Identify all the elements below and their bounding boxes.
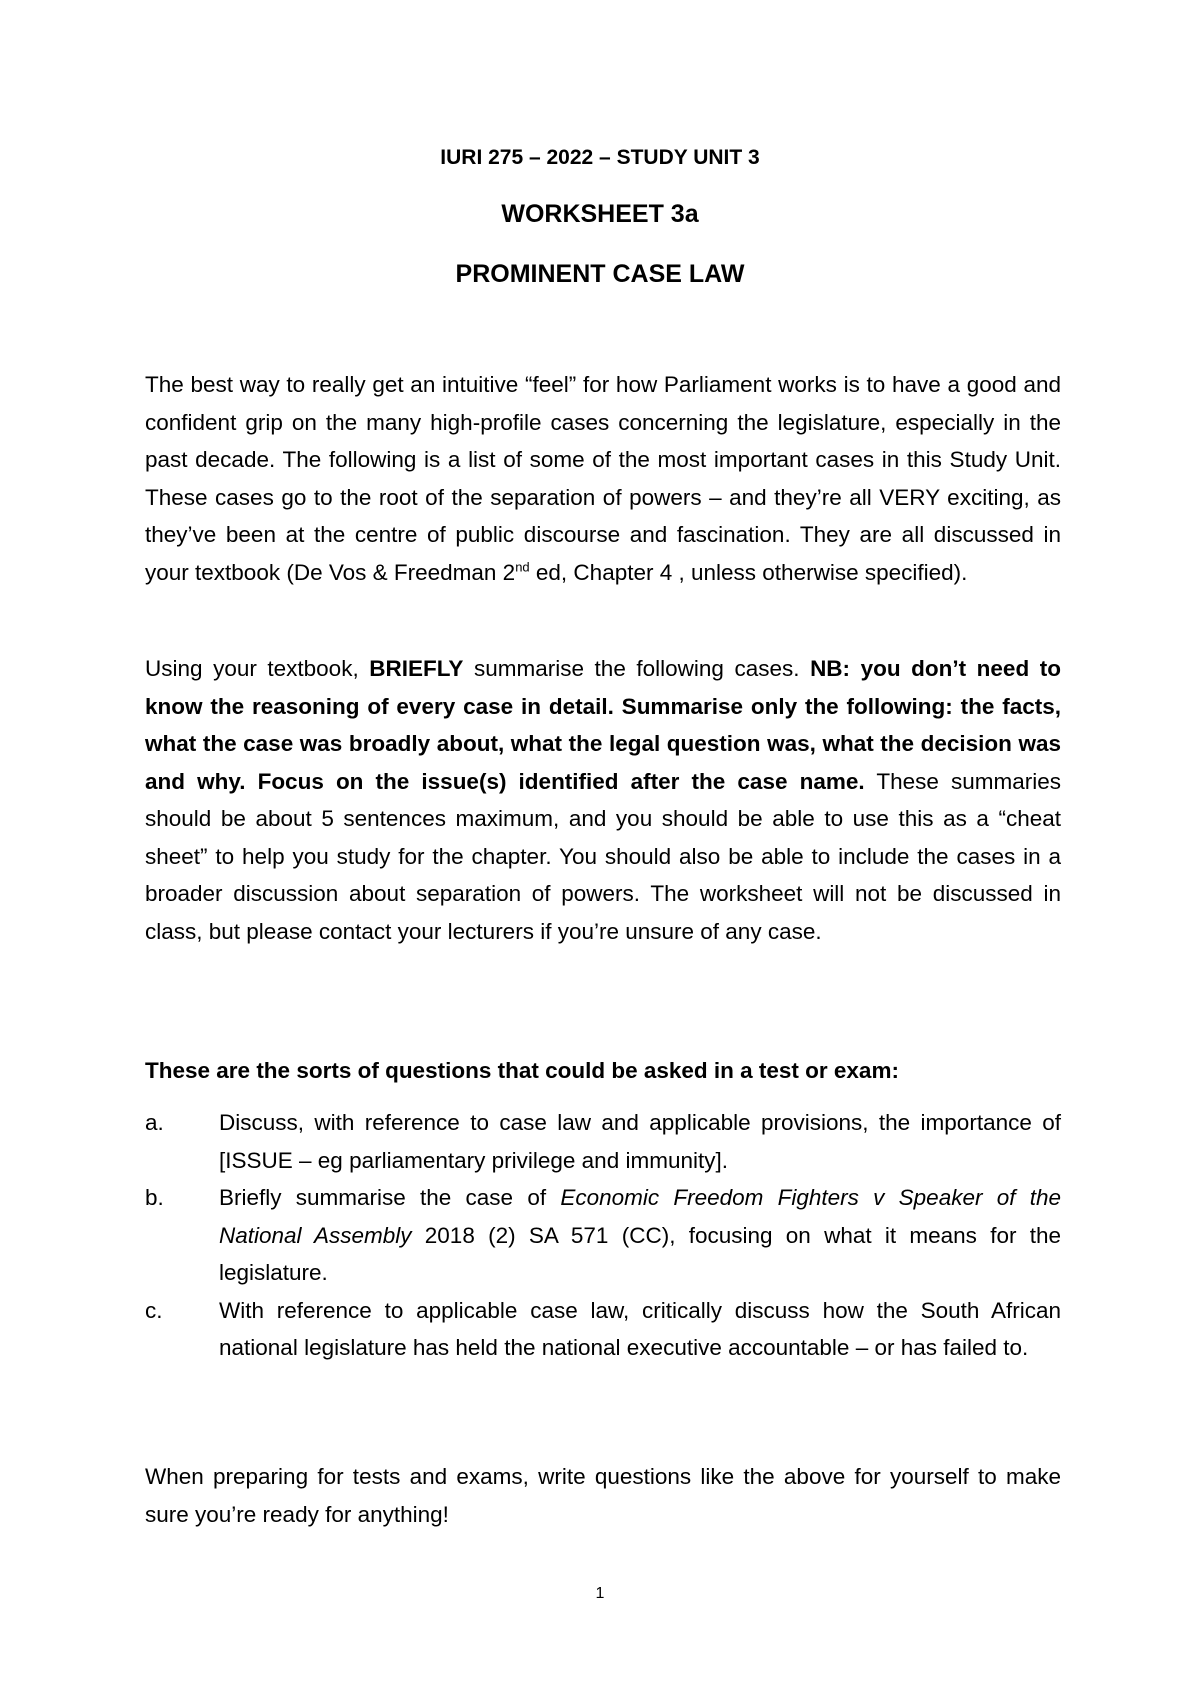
question-b-text-post: 2018 (2) SA 571 (CC), focusing on what it means for the legislature. (219, 1222, 1061, 1285)
worksheet-title: WORKSHEET 3a (501, 200, 699, 228)
question-c-text: With reference to applicable case law, critically discuss how the South African national legislature has held the national executive accountable – or has failed to. (219, 1297, 1061, 1360)
list-marker: a. (145, 1110, 164, 1135)
questions-heading: These are the sorts of questions that could be asked in a test or exam: (145, 1058, 899, 1083)
intro-paragraph (145, 366, 1061, 591)
case-name: Economic Freedom Fighters v Speaker of the National Assembly (219, 1185, 1061, 1248)
intro-text-2: ed, Chapter 4 , unless otherwise specified). (529, 559, 968, 585)
list-item (145, 1104, 1061, 1179)
list-marker: b. (145, 1185, 164, 1210)
question-b-text-pre: Briefly summarise the case of (219, 1185, 561, 1210)
question-list (145, 1104, 1061, 1367)
instructions-paragraph (145, 650, 1061, 950)
instructions-text-1: Using your textbook, (145, 656, 370, 681)
intro-text-1: The best way to really get an intuitive “feel” for how Parliament works is to have a good and confident grip on the many high-profile cases concerning the legislature, especially in the past decade. The following is a list of some of the most important cases in this Study Unit. These cases go to the root of the separation of powers – and they’re all VERY exciting, as they’ve been at the centre of public discourse and fascination. They are all discussed in your textbook (De Vos & Freedman 2 (145, 372, 1061, 585)
list-item (145, 1179, 1061, 1292)
page-number: 1 (595, 1585, 605, 1602)
instructions-text-3: These summaries should be about 5 sentences maximum, and you should be able to use this as a “cheat sheet” to help you study for the chapter. You should also be able to include the cases in a broader discussion about separation of powers. The worksheet will not be discussed in class, but please contact your lecturers if you’re unsure of any case. (145, 768, 1061, 944)
instructions-text-2: summarise the following cases. (463, 656, 811, 681)
list-marker: c. (145, 1297, 163, 1323)
instructions-bold-2: NB: you don’t need to know the reasoning of every case in detail. Summarise only the following: the facts, what the case was broadly about, what the legal question was, what the decision was and why. Focus on the issue(s) identified after the case name. (145, 656, 1061, 794)
worksheet-subtitle: PROMINENT CASE LAW (455, 260, 745, 288)
list-item (145, 1292, 1061, 1367)
instructions-bold-1: BRIEFLY (369, 656, 464, 681)
question-a-text: Discuss, with reference to case law and applicable provisions, the importance of [ISSUE – eg parliamentary privilege and immunity]. (219, 1110, 1061, 1173)
ordinal-superscript: nd (515, 559, 530, 574)
course-line: IURI 275 – 2022 – STUDY UNIT 3 (440, 146, 760, 169)
closing-paragraph: When preparing for tests and exams, write questions like the above for yourself to make sure you’re ready for anything! (145, 1464, 1061, 1527)
